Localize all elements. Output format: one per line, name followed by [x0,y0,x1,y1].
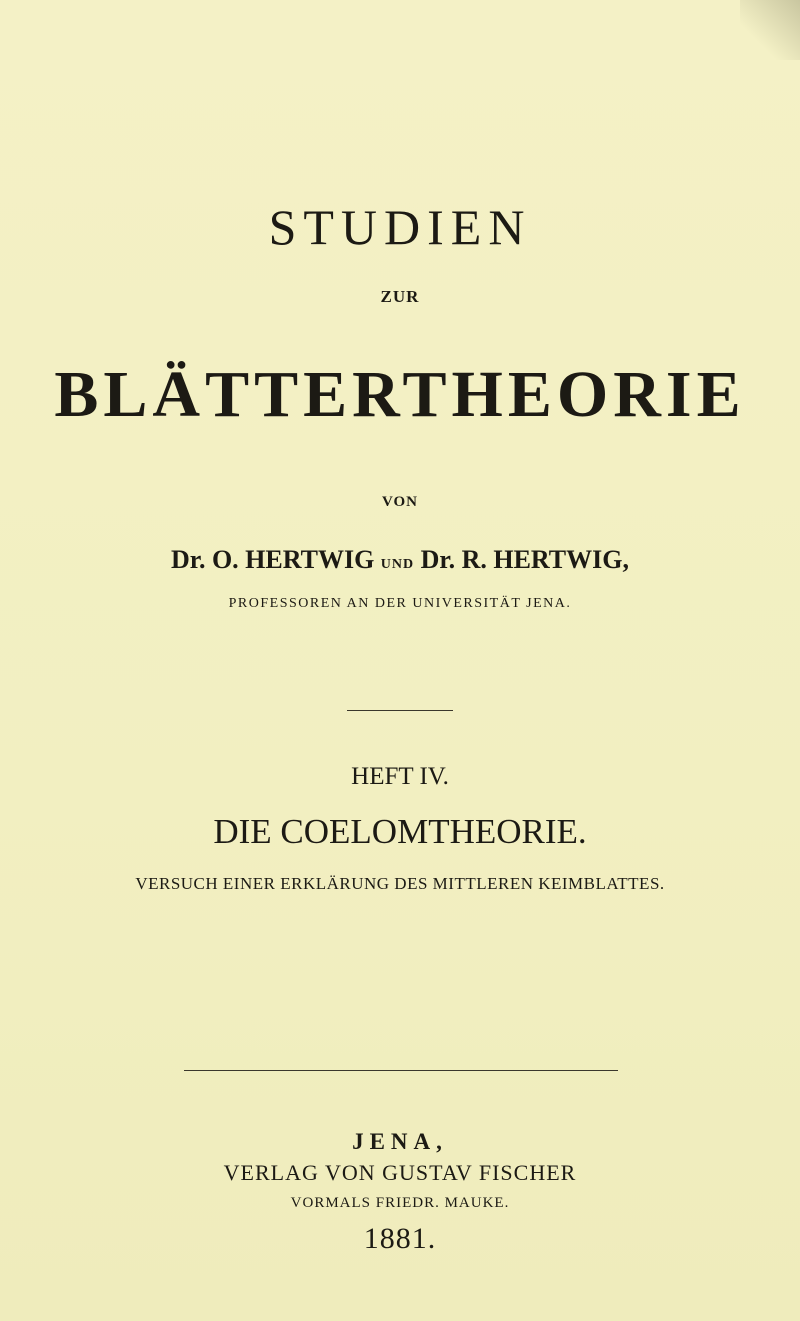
publisher: VERLAG VON GUSTAV FISCHER [223,1160,577,1185]
by-line: VON [381,494,419,510]
authors [0,545,800,575]
author2-name: R. HERTWIG, [461,545,629,574]
subtitle: VERSUCH EINER ERKLÄRUNG DES MITTLEREN KEIMBLATTES. [135,874,665,893]
place: JENA, [352,1129,448,1154]
divider-long [184,1070,618,1071]
series-title: STUDIEN [268,199,532,255]
page-corner-shadow [740,0,800,60]
conjunction: UND [380,557,415,572]
author2-prefix: Dr. [420,545,456,574]
main-title: BLÄTTERTHEORIE [54,358,746,431]
author1-prefix: Dr. [171,545,206,574]
volume-number: HEFT IV. [351,763,449,790]
publisher-former: VORMALS FRIEDR. MAUKE. [290,1195,510,1211]
divider-short [347,710,453,711]
preposition: ZUR [380,287,420,306]
affiliation: PROFESSOREN AN DER UNIVERSITÄT JENA. [228,596,572,611]
volume-title: DIE COELOMTHEORIE. [213,812,587,851]
author1-name: O. HERTWIG [211,545,375,574]
publication-year: 1881. [363,1222,437,1255]
